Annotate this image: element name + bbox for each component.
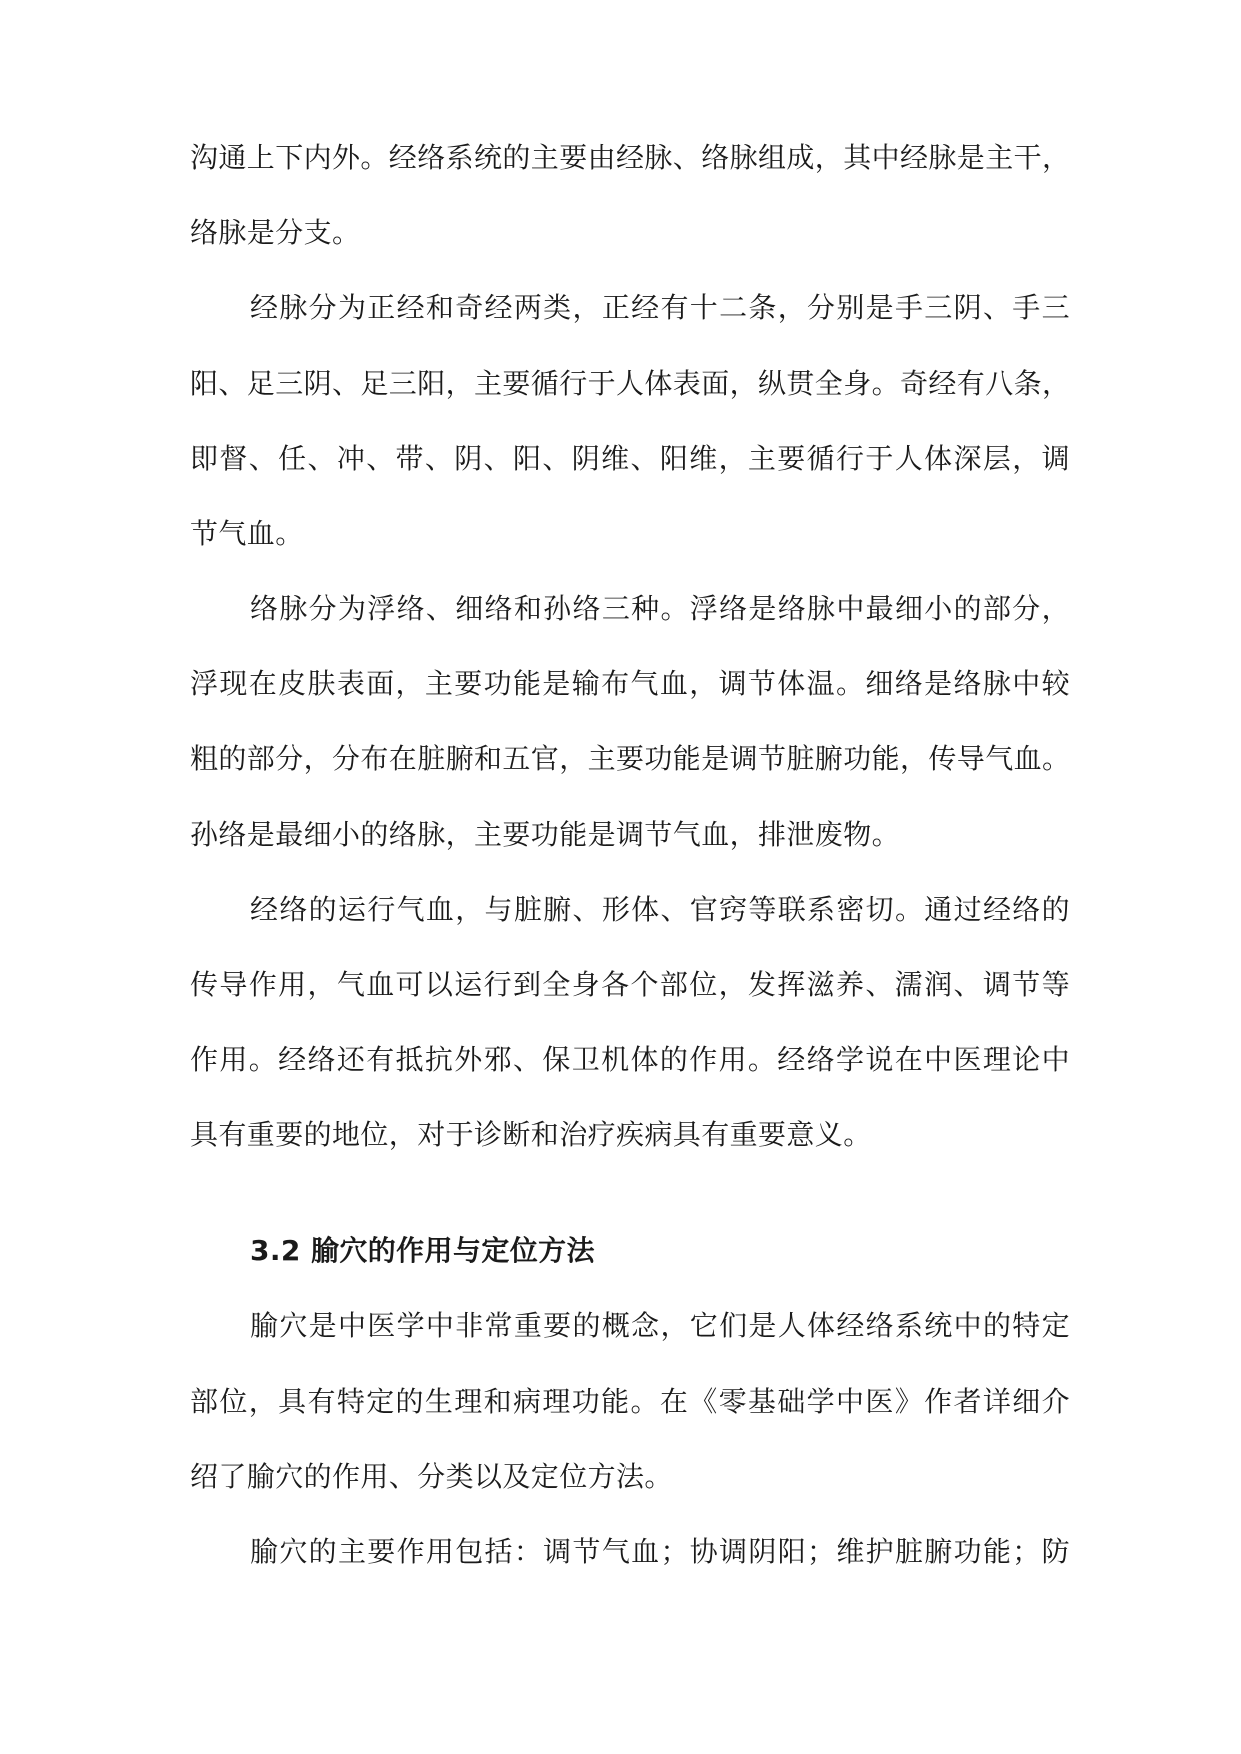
paragraph-line: 传导作用，气血可以运行到全身各个部位，发挥滋养、濡润、调节等	[190, 968, 1070, 1001]
paragraph-line: 作用。经络还有抵抗外邪、保卫机体的作用。经络学说在中医理论中	[190, 1043, 1070, 1076]
paragraph-line: 浮现在皮肤表面，主要功能是输布气血，调节体温。细络是络脉中较	[190, 667, 1070, 700]
paragraph-line: 节气血。	[190, 517, 304, 550]
paragraph-line: 经络的运行气血，与脏腑、形体、官窍等联系密切。通过经络的	[250, 893, 1070, 926]
paragraph-line: 阳、足三阴、足三阳，主要循行于人体表面，纵贯全身。奇经有八条，	[190, 367, 1071, 400]
paragraph-line: 腧穴是中医学中非常重要的概念，它们是人体经络系统中的特定	[250, 1309, 1070, 1342]
paragraph-line: 沟通上下内外。经络系统的主要由经脉、络脉组成，其中经脉是主干，	[190, 141, 1071, 174]
paragraph-line: 络脉是分支。	[190, 216, 361, 249]
paragraph-line: 部位，具有特定的生理和病理功能。在《零基础学中医》作者详细介	[190, 1385, 1070, 1418]
paragraph-line: 绍了腧穴的作用、分类以及定位方法。	[190, 1460, 673, 1493]
paragraph-line: 腧穴的主要作用包括：调节气血；协调阴阳；维护脏腑功能；防	[250, 1535, 1070, 1568]
paragraph-line: 粗的部分，分布在脏腑和五官，主要功能是调节脏腑功能，传导气血。	[190, 742, 1071, 775]
paragraph-line: 即督、任、冲、带、阴、阳、阴维、阳维，主要循行于人体深层，调	[190, 442, 1070, 475]
paragraph-line: 具有重要的地位，对于诊断和治疗疾病具有重要意义。	[190, 1118, 872, 1151]
paragraph-line: 络脉分为浮络、细络和孙络三种。浮络是络脉中最细小的部分，	[250, 592, 1070, 625]
paragraph-line: 经脉分为正经和奇经两类，正经有十二条，分别是手三阴、手三	[250, 291, 1070, 324]
section-heading: 3.2 腧穴的作用与定位方法	[250, 1234, 595, 1267]
paragraph-line: 孙络是最细小的络脉，主要功能是调节气血，排泄废物。	[190, 818, 901, 851]
